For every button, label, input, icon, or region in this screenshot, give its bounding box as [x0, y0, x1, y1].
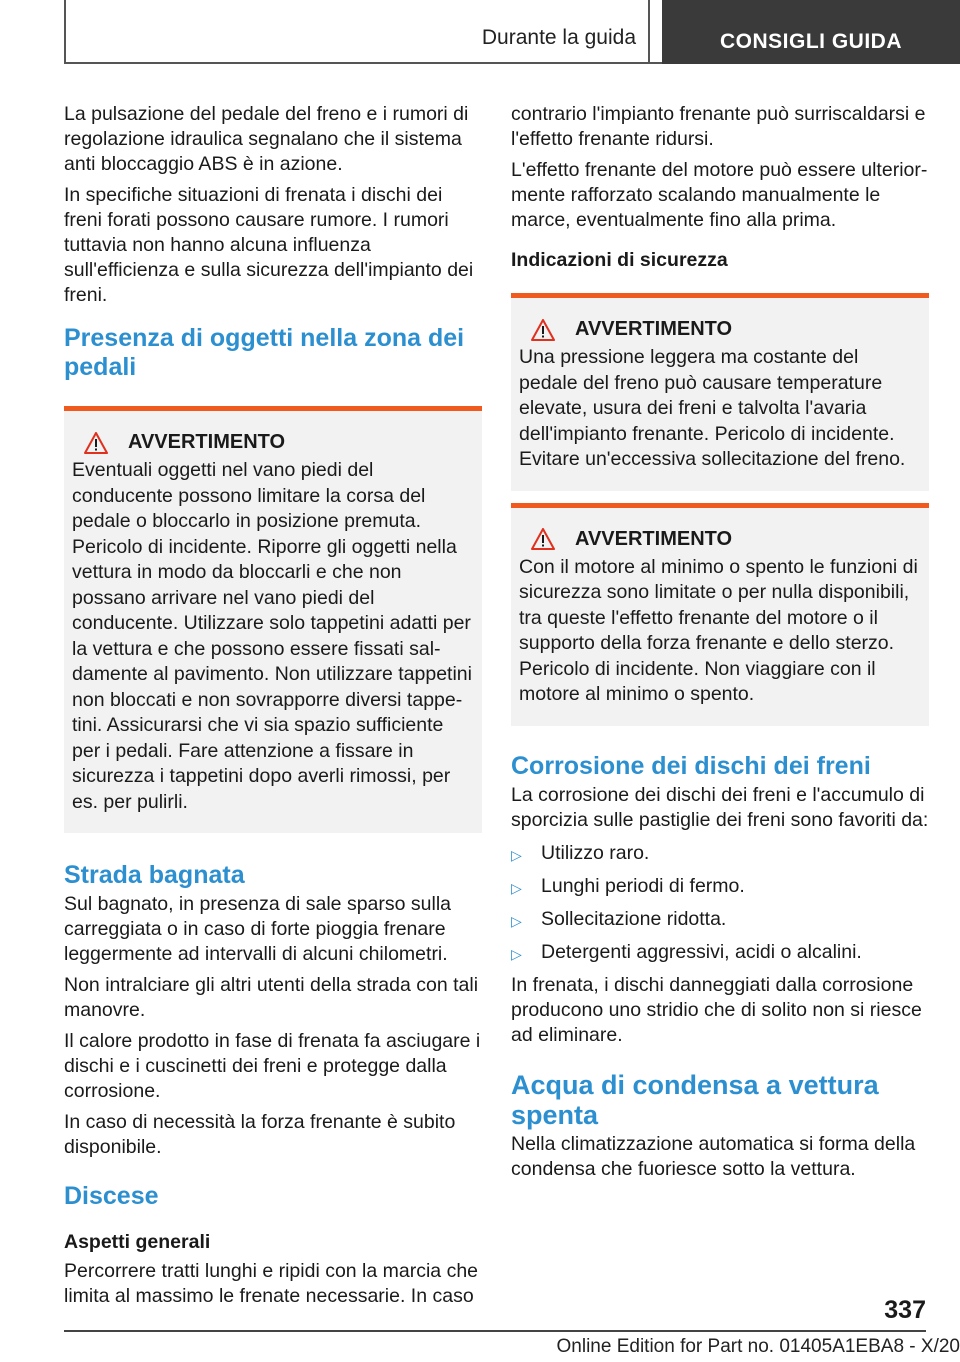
list-item-text: Detergenti aggressivi, acidi o alcalini.: [541, 940, 862, 963]
footer-rule: [64, 1330, 926, 1332]
list-item-text: Utilizzo raro.: [541, 841, 650, 864]
header-section-title: Durante la guida: [481, 26, 636, 49]
warning-box: [64, 406, 482, 833]
bullet-triangle-icon: ▷: [511, 912, 522, 929]
heading-corrosione: Corrosione dei dischi dei freni: [511, 751, 871, 780]
paragraph: Il calore prodotto in fase di frenata fa asciugare i dischi e i cuscinetti dei freni e protegge dalla corrosione.: [64, 1030, 481, 1102]
list-item-text: Lunghi periodi di fermo.: [541, 874, 745, 897]
warning-triangle-icon: [531, 319, 555, 341]
warning-title: [72, 431, 474, 454]
warning-title: [519, 528, 921, 551]
warning-text: Eventuali oggetti nel vano piedi del conducente possono limitare la corsa del pedale o bloccarlo in posizione premuta. Pericolo di incidente. Riporre gli oggetti nella vettura in modo da bloccarli e che non possano arrivare nel vano piedi del conducente. Utilizzare solo tappetini adatti per la vettura e che possono essere fissati saldamente al pavimento. Non utilizzare tappetini non bloccati e non sovrapporre diversi tappetini. Assicurarsi che vi sia spazio sufficiente per i pedali. Fare attenzione a fissare in sicurezza i tappetini dopo averli rimossi, per es. per pulirli.: [72, 459, 472, 813]
warning-triangle-icon: [531, 528, 555, 550]
warning-label: AVVERTIMENTO: [575, 527, 733, 550]
header-left-rule: [64, 0, 66, 64]
paragraph: La pulsazione del pedale del freno e i rumori di regolazione idraulica segnalano che il sistema anti bloccaggio ABS è in azione.: [64, 103, 469, 175]
heading-pedali: Presenza di oggetti nella zona dei pedali: [64, 324, 465, 381]
list-item: [511, 874, 929, 901]
paragraph: In caso di necessità la forza frenante è subito disponibile.: [64, 1111, 456, 1158]
paragraph: Percorrere tratti lunghi e ripidi con la marcia che limita al massimo le frenate necessarie. In caso: [64, 1260, 479, 1307]
warning-text: Con il motore al minimo o spento le funzioni di sicurezza sono limitate o per nulla disponibili, tra queste l'effetto frenante del motore o il supporto della forza frenante e dello sterzo. Pericolo di incidente. Non viaggiare con il motore al minimo o spento.: [519, 555, 918, 705]
warning-label: AVVERTIMENTO: [128, 431, 286, 453]
warning-triangle-icon: [84, 432, 108, 454]
list-item: [511, 841, 929, 868]
warning-text: Una pressione leggera ma costante del pedale del freno può causare temperature elevate, usura dei freni e talvolta l'avaria dell'impianto frenante. Pericolo di incidente. Evitare un'eccessiva sollecitazione del freno.: [519, 346, 906, 470]
paragraph: In frenata, i dischi danneggiati dalla corrosione producono uno stridio che di solito non si riesce ad eliminare.: [511, 973, 922, 1046]
paragraph: In specifiche situazioni di frenata i dischi dei freni forati possono causare rumore. I rumori tuttavia non hanno alcuna influenza sull'efficienza e sulla sicurezza dell'impianto dei freni.: [64, 184, 474, 306]
warning-box: [511, 503, 929, 726]
subheading-indicazioni-sicurezza: Indicazioni di sicurezza: [511, 249, 728, 271]
list-item: [511, 940, 929, 967]
paragraph: L'effetto frenante del motore può essere ulteriormente rafforzato scalando manualmente le marce, eventualmente fino alla prima.: [511, 159, 928, 231]
page-number: 337: [884, 1296, 926, 1324]
bullet-triangle-icon: ▷: [511, 945, 522, 962]
paragraph: Non intralciare gli altri utenti della strada con tali manovre.: [64, 974, 479, 1021]
header-chapter-tab: CONSIGLI GUIDA: [662, 0, 960, 64]
paragraph: contrario l'impianto frenante può surriscaldarsi e l'effetto frenante ridursi.: [511, 103, 926, 150]
heading-discese: Discese: [64, 1182, 159, 1210]
left-column: [64, 102, 482, 1315]
bullet-triangle-icon: ▷: [511, 846, 522, 863]
list-item: [511, 907, 929, 934]
header-mid-rule: [648, 0, 650, 64]
footer-edition: Online Edition for Part no. 01405A1EBA8 - X/20: [556, 1336, 960, 1357]
list-item-text: Sollecitazione ridotta.: [541, 907, 727, 930]
warning-label: AVVERTIMENTO: [575, 318, 733, 340]
warning-box: [511, 293, 929, 491]
heading-strada-bagnata: Strada bagnata: [64, 861, 245, 889]
paragraph: Sul bagnato, in presenza di sale sparso sulla carreggiata o in caso di forte pioggia frenare leggermente ad intervalli di alcuni chilometri.: [64, 893, 451, 965]
paragraph: Nella climatizzazione automatica si forma della condensa che fuoriesce sotto la vettura.: [511, 1132, 916, 1180]
subheading-aspetti-generali: Aspetti generali: [64, 1231, 211, 1253]
bullet-triangle-icon: ▷: [511, 879, 522, 896]
paragraph: La corrosione dei dischi dei freni e l'accumulo di sporcizia sulle pastiglie dei freni sono favoriti da:: [511, 783, 929, 831]
header-bottom-rule: [64, 62, 662, 64]
right-column: [511, 102, 929, 1188]
bullet-list: [511, 841, 929, 967]
heading-condensa: Acqua di condensa a vettura spenta: [511, 1069, 879, 1130]
warning-title: [519, 318, 921, 341]
